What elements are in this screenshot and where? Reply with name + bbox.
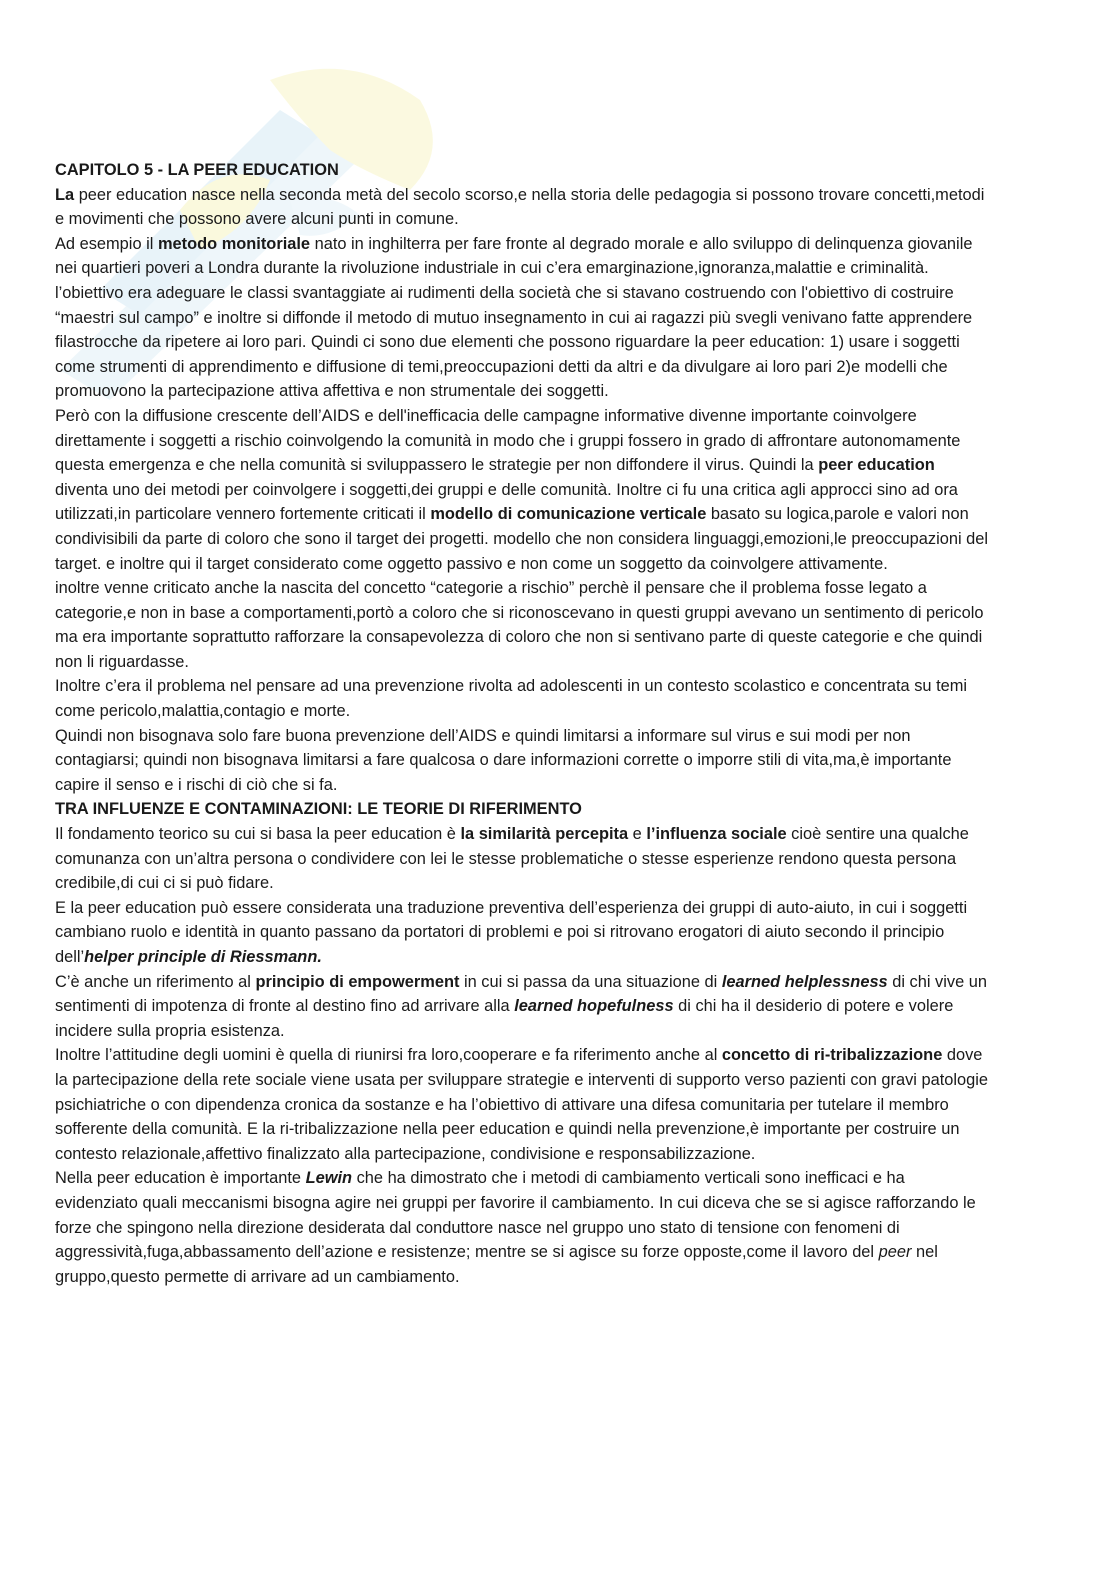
paragraph-4: inoltre venne criticato anche la nascita del concetto “categorie a rischio” perchè il pensare che il problema fosse legato a categorie,e non in base a comportamenti,portò a coloro che si riconoscevano in questi gruppi avevano un sentimento di pericolo ma era importante soprattutto rafforzare la consapevolezza di coloro che non si sentivano parte di queste categorie e che quindi non li riguardasse. [55,579,984,671]
paragraph-text: di chi vive un sentimenti di impotenza di fronte al destino fino ad arrivare alla [55,972,987,1016]
paragraph-text: diventa uno dei metodi per coinvolgere i soggetti,dei gruppi e delle comunità. Inoltre ci fu una critica agli approcci sino ad ora utilizzati,in particolare vennero fortemente criticati il [55,480,958,524]
paragraph-text: Ad esempio il [55,234,158,253]
paragraph-11 [55,1166,990,1289]
paragraph-8 [55,896,990,970]
paragraph-text: Inoltre l’attitudine degli uomini è quella di riunirsi fra loro,cooperare e fa riferimento anche al [55,1046,722,1065]
paragraph-text: di chi ha il desiderio di potere e volere incidere sulla propria esistenza. [55,997,954,1040]
paragraph-9 [55,970,990,1044]
paragraph-text: nato in inghilterra per fare fronte al degrado morale e allo sviluppo di delinquenza giovanile nei quartieri poveri a Londra durante la rivoluzione industriale in cui c’era emarginazione,ignoranza,malattie e criminalità. l’obiettivo era adeguare le classi svantaggiate ai rudimenti della società che si stavano costruendo con l'obiettivo di costruire “maestri sul campo” e inoltre si diffonde il metodo di mutuo insegnamento in cui ai ragazzi più svegli venivano fatte apprendere filastrocche da ripetere ai loro pari. Quindi ci sono due elementi che possono riguardare la peer education: 1) usare i soggetti come strumenti di apprendimento e diffusione di temi,preoccupazioni detti da altri e da divulgare ai loro pari 2)e modelli che promuovono la partecipazione attiva affettiva e non strumentale dei soggetti. [55,234,973,401]
bold-text: la similarità percepita [460,825,629,844]
bold-text: peer education [818,456,935,475]
paragraph-text: C’è anche un riferimento al [55,972,256,991]
section-title: TRA INFLUENZE E CONTAMINAZIONI: LE TEORIE DI RIFERIMENTO [55,800,582,819]
paragraph-5: Inoltre c’era il problema nel pensare ad una prevenzione rivolta ad adolescenti in un contesto scolastico e concentrata su temi come pericolo,malattia,contagio e morte. [55,677,968,721]
bold-text: La [55,185,75,204]
paragraph-2 [55,232,990,404]
paragraph-7 [55,822,990,896]
paragraph-text: dove la partecipazione della rete sociale viene usata per sviluppare strategie e interventi di supporto verso pazienti con gravi patologie psichiatriche o con dipendenza cronica da sostanze e ha l’obiettivo di attivare una difesa comunitaria per tutelare il membro sofferente della comunità. E la ri-tribalizzazione nella peer education e quindi nella prevenzione,è importante per costruire un contesto relazionale,affettivo finalizzato alla partecipazione, condivisione e responsabilizzazione. [55,1046,989,1163]
bold-italic-text: learned helplessness [721,972,888,991]
paragraph-text: cioè sentire una qualche comunanza con un’altra persona o condividere con lei le stesse problematiche o stesse esperienze rendono questa persona credibile,di cui ci si può fidare. [55,825,969,893]
italic-text: peer [878,1243,912,1262]
bold-italic-text: learned hopefulness [514,997,674,1016]
paragraph-text: in cui si passa da una situazione di [459,972,722,991]
paragraph-text: che ha dimostrato che i metodi di cambiamento verticali sono inefficaci e ha evidenziato quali meccanismi bisogna agire nei gruppi per favorire il cambiamento. In cui diceva che se si agisce rafforzando le forze che spingono nella direzione desiderata dal conduttore nasce nel gruppo uno stato di tensione con fenomeni di aggressività,fuga,abbassamento dell’azione e resistenze; mentre se si agisce su forze opposte,come il lavoro del [55,1169,976,1262]
paragraph-text: e [628,825,647,844]
bold-italic-text: helper principle di Riessmann. [84,948,322,966]
bold-text: l’influenza sociale [646,825,787,844]
paragraph-text: Il fondamento teorico su cui si basa la peer education è [55,825,461,844]
paragraph-text: nel gruppo,questo permette di arrivare ad un cambiamento. [55,1243,938,1286]
bold-text: metodo monitoriale [157,234,311,253]
paragraph-6: Quindi non bisognava solo fare buona prevenzione dell’AIDS e quindi limitarsi a informare sul virus e sui modi per non contagiarsi; quindi non bisognava limitarsi a fare qualcosa o dare informazioni corrette o imporre stili di vita,ma,è importante capire il senso e i rischi di ciò che si fa. [55,726,952,794]
paragraph-text: basato su logica,parole e valori non condivisibili da parte di coloro che sono il target dei progetti. modello che non considera linguaggi,emozioni,le preoccupazioni del target. e inoltre qui il target considerato come oggetto passivo e non come un soggetto da coinvolgere attivamente. [55,505,989,573]
bold-italic-text: Lewin [305,1169,353,1188]
document-body [55,158,990,1289]
chapter-title: CAPITOLO 5 - LA PEER EDUCATION [55,161,339,179]
paragraph-10 [55,1043,990,1166]
paragraph-text: Però con la diffusione crescente dell’AIDS e dell'inefficacia delle campagne informative divenne importante coinvolgere direttamente i soggetti a rischio coinvolgendo la comunità in modo che i gruppi fossero in grado di affrontare autonomamente questa emergenza e che nella comunità si sviluppassero le strategie per non diffondere il virus. Quindi la [55,406,961,475]
bold-text: modello di comunicazione verticale [430,505,707,524]
bold-text: concetto di ri-tribalizzazione [721,1046,943,1065]
bold-text: principio di empowerment [255,972,460,991]
paragraph-text: Nella peer education è importante [55,1169,306,1188]
paragraph-text: E la peer education può essere considerata una traduzione preventiva dell’esperienza dei gruppi di auto-aiuto, in cui i soggetti cambiano ruolo e identità in quanto passano da portatori di problemi e poi si ritrovano erogatori di aiuto secondo il principio dell’ [55,898,968,966]
paragraph-3 [55,404,990,576]
paragraph-text: peer education nasce nella seconda metà del secolo scorso,e nella storia delle pedagogia si possono trovare concetti,metodi e movimenti che possono avere alcuni punti in comune. [55,185,985,229]
paragraph-1 [55,183,990,232]
